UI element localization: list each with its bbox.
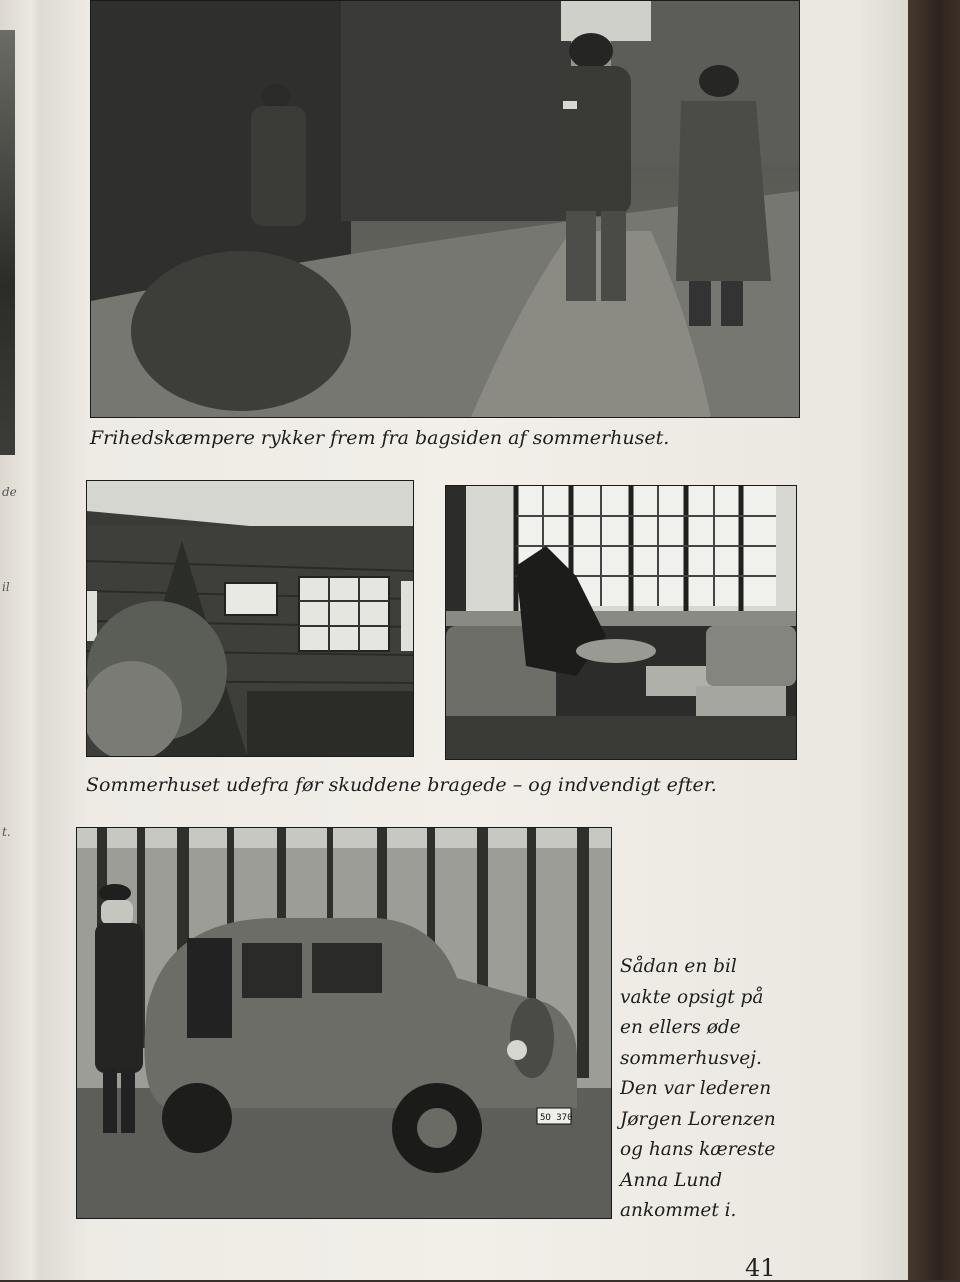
summer-house-interior-photo [445,485,797,760]
previous-page-fragment: il [2,580,10,594]
caption-line: Sådan en bil [620,956,737,977]
caption-line: en ellers øde [620,1017,741,1038]
caption-line: Jørgen Lorenzen [620,1108,776,1130]
summer-house-exterior-photo [86,480,414,757]
page-number: 41 [745,1254,776,1282]
previous-page-photo-edge [0,30,15,455]
top-photo-caption: Frihedskæmpere rykker frem fra bagsiden af sommerhuset. [90,427,670,449]
caption-line: sommerhusvej. [620,1047,762,1069]
middle-photos-caption: Sommerhuset udefra før skuddene bragede – og indvendigt efter. [86,774,717,796]
caption-line: og hans kæreste [620,1139,776,1160]
soldiers-walking-photo [90,0,800,418]
previous-page-fragment: t. [2,825,11,839]
car-photo-caption [620,952,800,1227]
previous-page-edge [0,0,45,1280]
vintage-car-photo [76,827,612,1219]
caption-line: vakte opsigt på [620,986,764,1008]
wooden-table-background [905,0,960,1280]
caption-line: Den var lederen [620,1078,772,1099]
caption-line: Anna Lund [620,1169,723,1191]
license-plate: 5O 370 [540,1113,573,1123]
previous-page-fragment: de [2,485,17,499]
caption-line: ankommet i. [620,1200,737,1221]
